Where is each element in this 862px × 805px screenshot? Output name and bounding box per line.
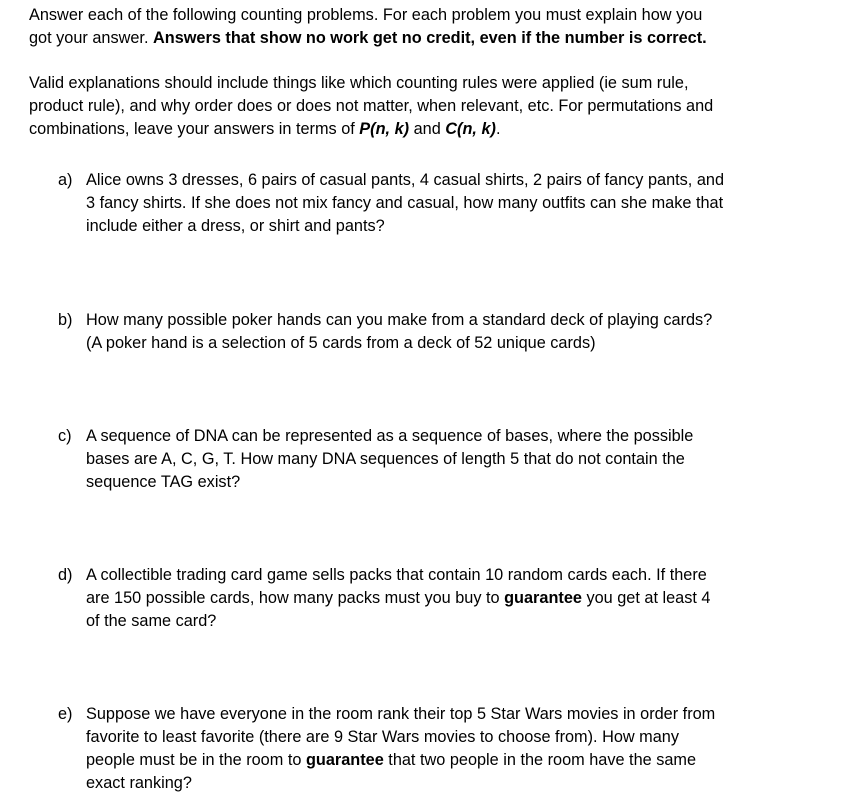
problem-text-a — [86, 169, 786, 238]
problem-e-line-3-pre: people must be in the room to — [86, 751, 306, 769]
intro-line-2-text: got your answer. — [29, 29, 153, 47]
problem-marker-e: e) — [58, 705, 73, 723]
problem-b-line-1: How many possible poker hands can you make from a standard deck of playing cards? — [86, 311, 713, 329]
problem-d-guarantee: guarantee — [504, 589, 582, 607]
problem-a-line-2: 3 fancy shirts. If she does not mix fancy and casual, how many outfits can she make that — [86, 194, 724, 212]
valid-line-3 — [29, 118, 849, 141]
document-body — [29, 4, 849, 163]
problem-c-line-3: sequence TAG exist? — [86, 473, 241, 491]
valid-line-3-text: combinations, leave your answers in terms of — [29, 120, 360, 138]
problem-text-c — [86, 425, 786, 494]
problem-a-line-1: Alice owns 3 dresses, 6 pairs of casual pants, 4 casual shirts, 2 pairs of fancy pants, and — [86, 171, 725, 189]
permutation-notation: P(n, k) — [359, 120, 410, 138]
problem-marker-b: b) — [58, 311, 73, 329]
intro-line-1: Answer each of the following counting problems. For each problem you must explain how you — [29, 6, 703, 24]
problem-text-d — [86, 564, 786, 633]
problem-e-line-4: exact ranking? — [86, 774, 192, 792]
problem-d-line-2-post: you get at least 4 — [581, 589, 711, 607]
intro-warning-bold: Answers that show no work get no credit, even if the number is correct. — [153, 29, 707, 47]
valid-end: . — [495, 120, 501, 138]
combination-notation: C(n, k) — [445, 120, 496, 138]
problem-d-line-3: of the same card? — [86, 612, 217, 630]
problem-marker-d: d) — [58, 566, 73, 584]
problem-c-line-2: bases are A, C, G, T. How many DNA sequences of length 5 that do not contain the — [86, 450, 685, 468]
problem-c-line-1: A sequence of DNA can be represented as a sequence of bases, where the possible — [86, 427, 694, 445]
valid-line-2: product rule), and why order does or does not matter, when relevant, etc. For permutations and — [29, 97, 714, 115]
problem-e-line-3 — [86, 749, 786, 772]
valid-explanations-paragraph — [29, 72, 849, 141]
intro-line-2 — [29, 27, 849, 50]
problem-e-guarantee: guarantee — [305, 751, 384, 769]
valid-and: and — [409, 120, 446, 138]
problem-text-b — [86, 309, 786, 355]
problem-b-line-2: (A poker hand is a selection of 5 cards from a deck of 52 unique cards) — [86, 334, 596, 352]
problem-a-line-3: include either a dress, or shirt and pants? — [86, 217, 385, 235]
intro-paragraph — [29, 4, 849, 50]
problem-text-e — [86, 703, 786, 795]
problem-e-line-3-post: that two people in the room have the same — [383, 751, 697, 769]
problem-marker-a: a) — [58, 171, 73, 189]
problem-d-line-2-pre: are 150 possible cards, how many packs must you buy to — [86, 589, 505, 607]
problem-e-line-1: Suppose we have everyone in the room rank their top 5 Star Wars movies in order from — [86, 705, 716, 723]
problem-marker-c: c) — [58, 427, 72, 445]
valid-line-1: Valid explanations should include things like which counting rules were applied (ie sum rule, — [29, 74, 689, 92]
problem-d-line-2 — [86, 587, 786, 610]
problem-d-line-1: A collectible trading card game sells packs that contain 10 random cards each. If there — [86, 566, 707, 584]
problem-e-line-2: favorite to least favorite (there are 9 Star Wars movies to choose from). How many — [86, 728, 679, 746]
